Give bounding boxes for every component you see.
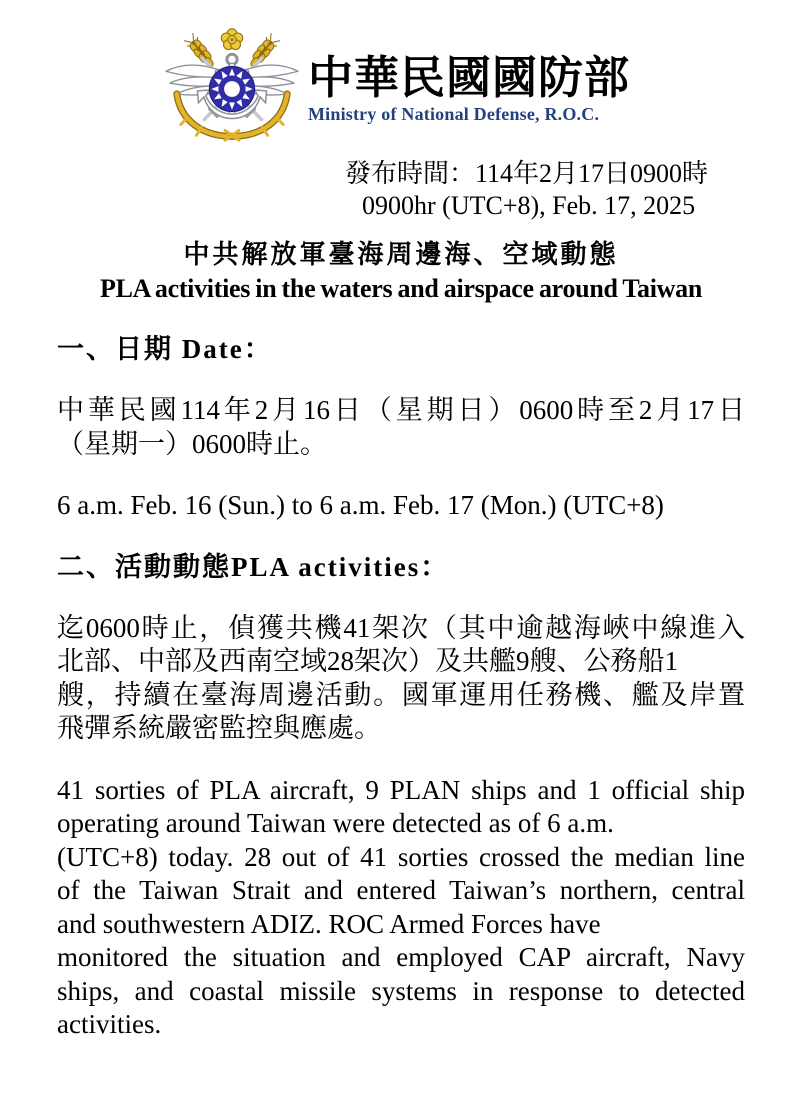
section-activities-heading: 二、活動動態PLA activities：: [57, 551, 450, 582]
org-name-zh: 中華民國國防部: [307, 53, 630, 103]
date-paragraph-zh: [57, 394, 745, 461]
document-title: [57, 238, 745, 305]
release-time: [57, 158, 745, 222]
mnd-emblem-icon: [158, 26, 306, 152]
activities-paragraph-zh: [57, 612, 745, 746]
release-time-zh: 發布時間：114年2月17日0900時: [345, 159, 709, 188]
paragraph-line: of the Taiwan Strait and entered Taiwan’s northern, central: [57, 875, 745, 905]
paragraph-line: 迄0600時止，偵獲共機41架次（其中逾越海峽中線進入: [57, 612, 745, 643]
paragraph-line: and southwestern ADIZ. ROC Armed Forces have: [57, 908, 601, 939]
paragraph-line: operating around Taiwan were detected as of 6 a.m.: [57, 808, 614, 838]
paragraph-line: activities.: [57, 1009, 162, 1039]
document-title-zh: 中共解放軍臺海周邊海、空域動態: [183, 240, 619, 269]
paragraph-line: ships, and coastal missile systems in response to detected: [57, 975, 745, 1006]
paragraph-line: 6 a.m. Feb. 16 (Sun.) to 6 a.m. Feb. 17 (Mon.) (UTC+8): [57, 490, 664, 520]
release-time-en: 0900hr (UTC+8), Feb. 17, 2025: [362, 191, 696, 220]
paragraph-line: (UTC+8) today. 28 out of 41 sorties crossed the median line: [57, 841, 745, 872]
org-name-en: Ministry of National Defense, R.O.C.: [307, 104, 600, 124]
paragraph-line: 飛彈系統嚴密監控與應處。: [57, 713, 381, 743]
paragraph-line: monitored the situation and employed CAP aircraft, Navy: [57, 942, 745, 972]
masthead: [43, 26, 745, 152]
org-name-block: [308, 53, 630, 125]
paragraph-line: 中華民國114年2月16日（星期日）0600時至2月17日: [57, 395, 745, 425]
date-paragraph-en: [57, 489, 745, 523]
section-date-heading: 一、日期 Date：: [57, 334, 273, 364]
paragraph-line: （星期一）0600時止。: [57, 428, 327, 459]
paragraph-line: 北部、中部及西南空域28架次）及共艦9艘、公務船1: [57, 646, 678, 676]
paragraph-line: 艘，持續在臺海周邊活動。國軍運用任務機、艦及岸置: [57, 679, 745, 710]
activities-paragraph-en: [57, 774, 745, 1042]
document-title-en: PLA activities in the waters and airspace around Taiwan: [100, 274, 702, 303]
paragraph-line: 41 sorties of PLA aircraft, 9 PLAN ships and 1 official ship: [57, 774, 745, 805]
